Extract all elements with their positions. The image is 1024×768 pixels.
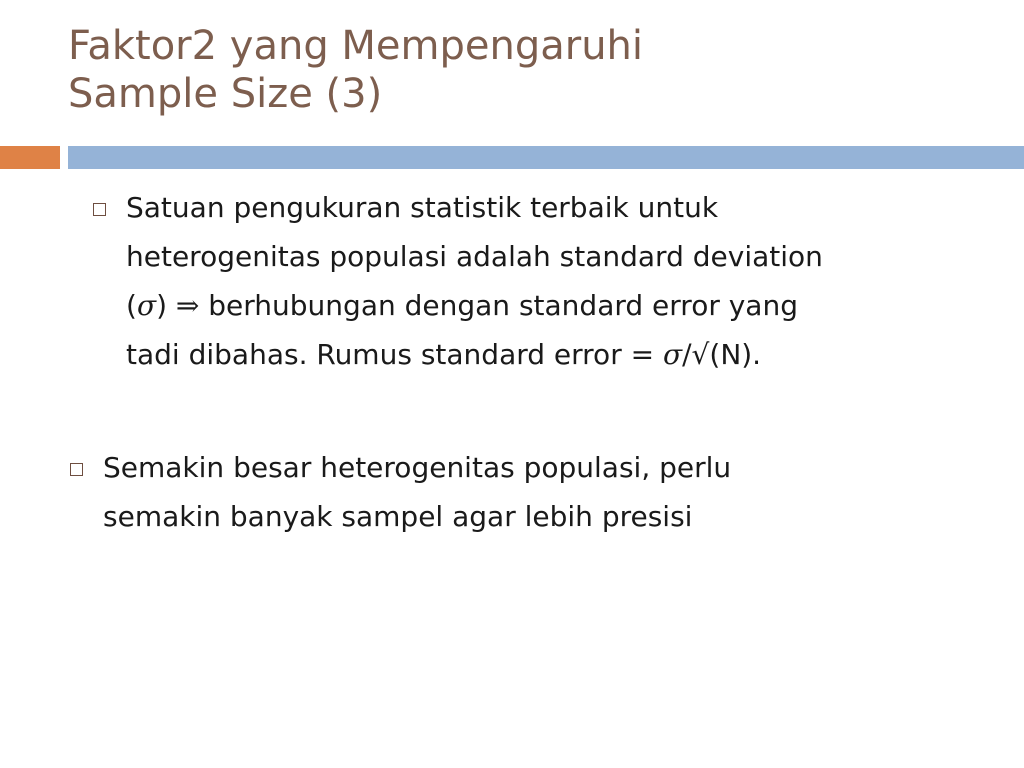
- square-bullet-icon: [70, 463, 83, 476]
- implies-arrow-icon: ⇒: [175, 289, 200, 322]
- equals-symbol: =: [630, 338, 655, 371]
- sigma-symbol: σ: [136, 289, 157, 322]
- bullet-2-line-2: semakin banyak sampel agar lebih presisi: [103, 500, 693, 533]
- slide-title-line-1: Faktor2 yang Mempengaruhi: [68, 23, 644, 69]
- bullet-1-text: [126, 183, 973, 379]
- bullet-2-text: [103, 443, 970, 541]
- bullet-1-line-4-text: tadi dibahas. Rumus standard error: [126, 338, 631, 371]
- open-paren: (: [126, 289, 137, 322]
- bullet-1-line-3: [126, 281, 973, 330]
- formula-tail: (N).: [709, 338, 762, 371]
- bullet-1-line-3-text: berhubungan dengan standard error yang: [199, 289, 798, 322]
- bullet-item-2: [70, 443, 970, 541]
- slide-title: [68, 22, 968, 118]
- accent-bar-blue: [68, 146, 1024, 169]
- slide-title-line-2: Sample Size (3): [68, 71, 383, 117]
- bullet-2-line-1: Semakin besar heterogenitas populasi, perlu: [103, 451, 732, 484]
- slash-sqrt-symbol: /√: [682, 338, 710, 371]
- accent-bar-orange: [0, 146, 60, 169]
- square-bullet-icon: [93, 203, 106, 216]
- bullet-1-line-2: heterogenitas populasi adalah standard deviation: [126, 240, 823, 273]
- close-paren: ): [156, 289, 167, 322]
- bullet-item-1: [93, 183, 973, 379]
- sigma-symbol-formula: σ: [662, 338, 683, 371]
- bullet-1-line-4: [126, 330, 973, 379]
- bullet-1-line-1: Satuan pengukuran statistik terbaik untuk: [126, 191, 719, 224]
